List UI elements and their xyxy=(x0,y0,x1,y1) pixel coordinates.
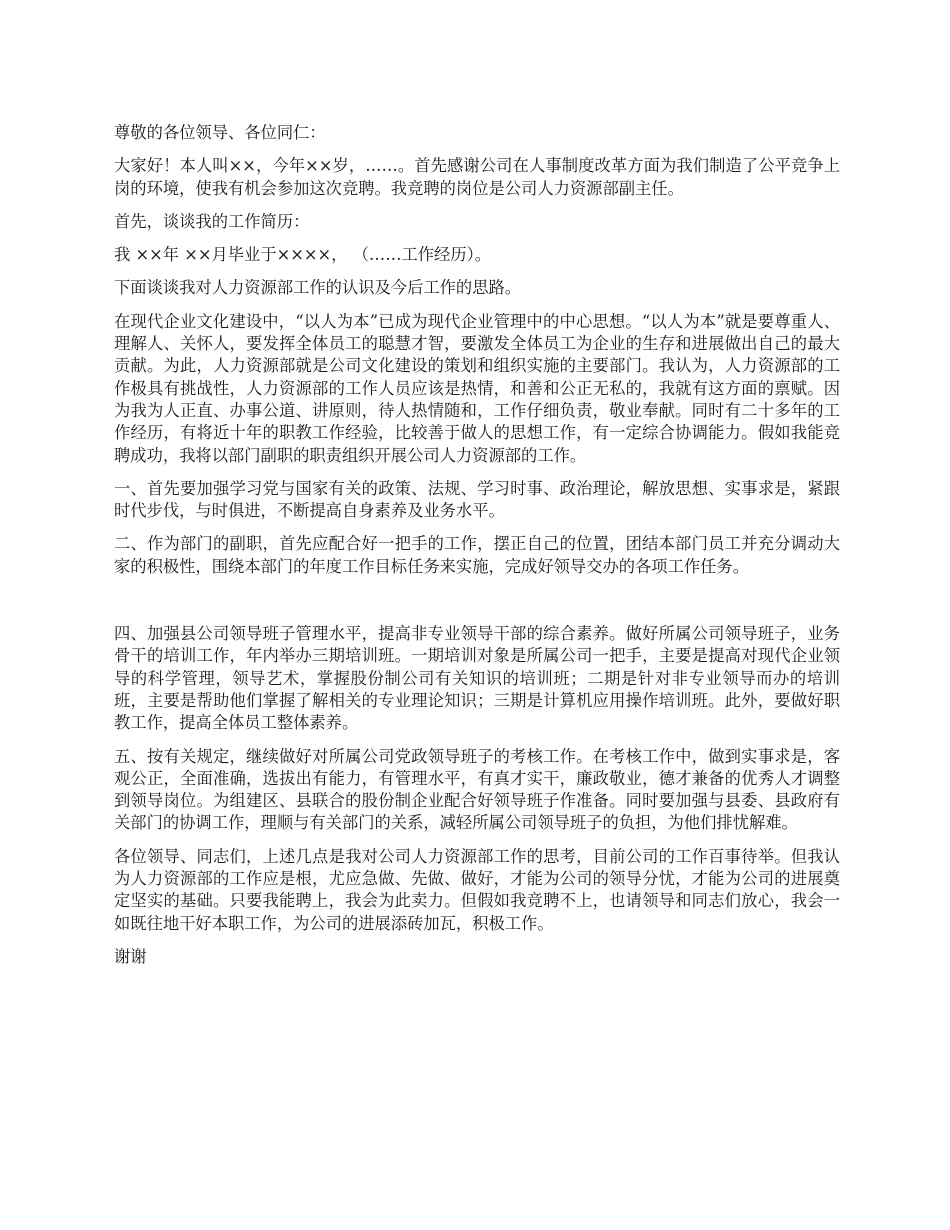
paragraph-gap xyxy=(114,589,840,623)
paragraph-closing: 各位领导、同志们，上述几点是我对公司人力资源部工作的思考，目前公司的工作百事待举。但我认为人力资源部的工作应是根，尤应急做、先做、做好，才能为公司的领导分忧，才能为公司的进展奠定坚实的基础。只要我能聘上，我会为此卖力。但假如我竞聘不上，也请领导和同志们放心，我会一如既往地干好本职工作，为公司的进展添砖加瓦，积极工作。 xyxy=(114,846,840,933)
paragraph-point-5: 五、按有关规定，继续做好对所属公司党政领导班子的考核工作。在考核工作中，做到实事求是，客观公正，全面准确，选拔出有能力，有管理水平，有真才实干，廉政敬业，德才兼备的优秀人才调整到领导岗位。为组建区、县联合的股份制企业配合好领导班子作准备。同时要加强与县委、县政府有关部门的协调工作，理顺与有关部门的关系，减轻所属公司领导班子的负担，为他们排忧解难。 xyxy=(114,746,840,833)
thanks-text: 谢谢 xyxy=(114,946,147,966)
paragraph-point-2: 二、作为部门的副职，首先应配合好一把手的工作，摆正自己的位置，团结本部门员工并充分调动大家的积极性，围绕本部门的年度工作目标任务来实施，完成好领导交办的各项工作任务。 xyxy=(114,534,840,576)
paragraph-culture: 在现代企业文化建设中，“以人为本”已成为现代企业管理中的中心思想。“以人为本”就是要尊重人、理解人、关怀人，要发挥全体员工的聪慧才智，要激发全体员工为企业的生存和进展做出自己的最大贡献。为此，人力资源部就是公司文化建设的策划和组织实施的主要部门。我认为，人力资源部的工作极具有挑战性，人力资源部的工作人员应该是热情，和善和公正无私的，我就有这方面的禀赋。因为我为人正直、办事公道、讲原则，待人热情随和，工作仔细负责，敬业奉献。同时有二十多年的工作经历，有将近十年的职教工作经验，比较善于做人的思想工作，有一定综合协调能力。假如我能竞聘成功，我将以部门副职的职责组织开展公司人力资源部的工作。 xyxy=(114,311,840,465)
paragraph-resume-heading: 首先，谈谈我的工作简历： xyxy=(114,211,310,231)
paragraph-point-1: 一、首先要加强学习党与国家有关的政策、法规、学习时事、政治理论，解放思想、实事求是，紧跟时代步伐，与时俱进，不断提高自身素养及业务水平。 xyxy=(114,478,840,521)
document-page xyxy=(114,122,840,979)
paragraph-greeting: 大家好！本人叫××，今年××岁，……。首先感谢公司在人事制度改革方面为我们制造了公平竞争上岗的环境，使我有机会参加这次竞聘。我竞聘的岗位是公司人力资源部副主任。 xyxy=(114,156,840,198)
paragraph-point-4: 四、加强县公司领导班子管理水平，提高非专业领导干部的综合素养。做好所属公司领导班子，业务骨干的培训工作，年内举办三期培训班。一期培训对象是所属公司一把手，主要是提高对现代企业领导的科学管理，领导艺术，掌握股份制公司有关知识的培训班；二期是针对非专业领导而办的培训班，主要是帮助他们掌握了解相关的专业理论知识；三期是计算机应用操作培训班。此外，要做好职教工作，提高全体员工整体素养。 xyxy=(114,624,840,733)
paragraph-intro: 下面谈谈我对人力资源部工作的认识及今后工作的思路。 xyxy=(114,278,522,298)
salutation: 尊敬的各位领导、各位同仁： xyxy=(114,123,326,142)
paragraph-resume: 我 ××年 ××月毕业于××××， （……工作经历）。 xyxy=(114,245,492,265)
